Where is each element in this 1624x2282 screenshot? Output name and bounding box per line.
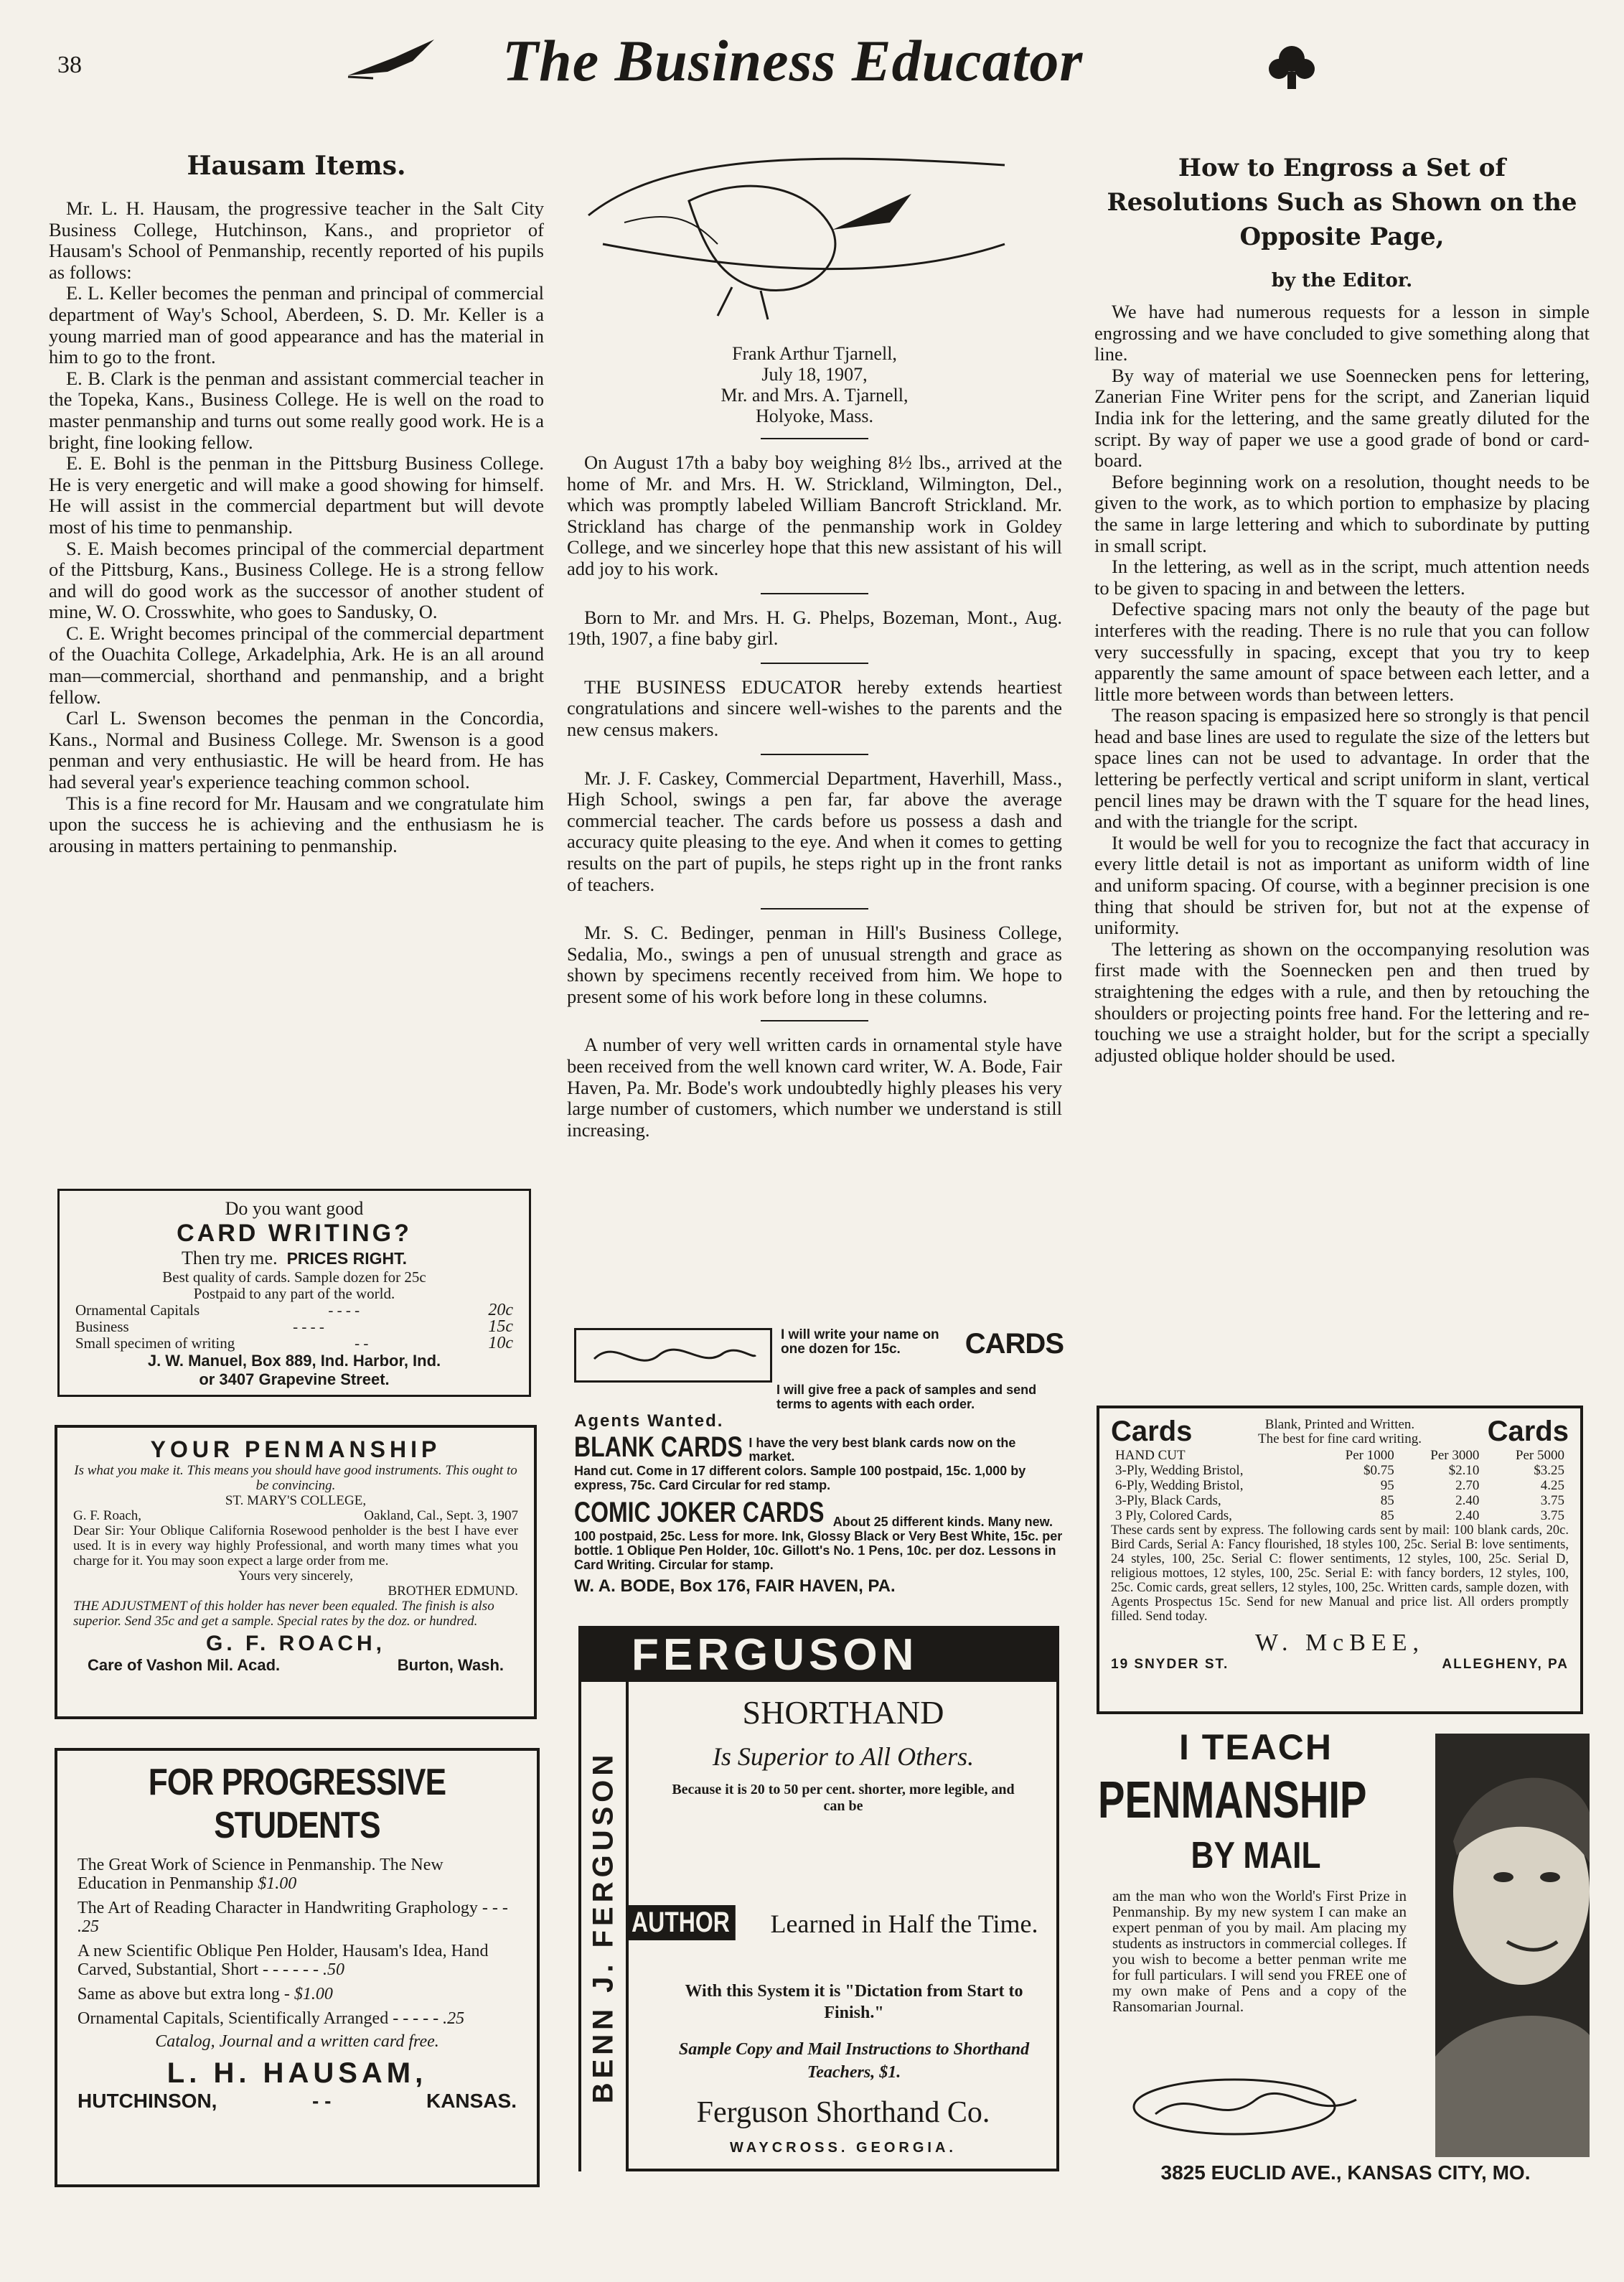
ferguson-shorthand-ad (578, 1626, 1059, 2171)
table-row: 3 Ply, Colored Cards, 85 2.40 3.75 (1115, 1508, 1564, 1523)
card-writing-ad (57, 1189, 531, 1397)
ad-line: 100 postpaid, 25c. Less for more. Ink, Glossy Black or Very Best White, 15c. per bottle. 1 Oblique Pen Holder, 10c. Gillott's No. 1 Pens, 10c. per doz. Lessons in Card Writing. Circular for stamp. (574, 1529, 1063, 1572)
ad-subtitle: Blank, Printed and Written. The best for fine card writing. (1258, 1416, 1422, 1446)
ad-name: G. F. ROACH, (205, 1632, 385, 1655)
engrossing-paragraph: The lettering as shown on the occompanying resolution was first made with the Soennecken pen and then trued by straightening the edges with a rule, and then by retouching the shoulders or projecting points free hand. For the lettering and re-touching we use a straight holder, but for the script a specially adjusted oblique holder should be used. (1094, 937, 1590, 1066)
page-number: 38 (57, 52, 82, 78)
hausam-paragraph: S. E. Maish becomes principal of the commercial department of the Pittsburg, Kans., Business College. He is a strong fellow and will do good work as the successor of another student of mine, W. O. Crosswhite, who goes to Sandusky, O. (49, 537, 544, 623)
engrossing-paragraph: Defective spacing mars not only the beauty of the page but interferes with the reading. There is no rule that you can follow very successfully in spacing, except that you try to keep apparently the same amount of space between each letter, and a little more between words than between letters. (1094, 598, 1590, 705)
ad-address: W. A. BODE, Box 176, FAIR HAVEN, PA. (574, 1576, 896, 1596)
divider (761, 908, 868, 909)
birth-line: July 18, 1907, (761, 364, 868, 385)
ad-title: FERGUSON (581, 1629, 1056, 1682)
hausam-paragraph: This is a fine record for Mr. Hausam and we congratulate him upon the success he is achieving and the enthusiasm he is arousing in matters pertaining to penmanship. (49, 792, 544, 856)
engrossing-heading: How to Engross a Set of Resolutions Such as Shown on the Opposite Page, (1107, 154, 1577, 251)
ad-line: BROTHER EDMUND. (388, 1584, 518, 1599)
hausam-paragraph: Mr. L. H. Hausam, the progressive teacher in the Salt City Business College, Hutchinson, Kans., and proprietor of Hausam's School of Penmanship, recently reported of his pupils as follows: (49, 197, 544, 283)
ad-title: PENMANSHIP (1098, 1772, 1367, 1829)
price-row: Small specimen of writing - - 10c (75, 1334, 513, 1352)
middle-paragraph: Mr. J. F. Caskey, Commercial Department, Haverhill, Mass., High School, swings a pen far, far above the average commercial teacher. The cards before us possess a dash and accuracy quite pleasing to the eye. And when it comes to getting results on the part of pupils, he steps right up in the front ranks of teachers. (567, 767, 1062, 895)
ad-address: 3825 EUCLID AVE., KANSAS CITY, MO. (1160, 2161, 1531, 2184)
birth-notice (567, 343, 1062, 426)
price-row: Ornamental Capitals - - - - 20c (75, 1301, 513, 1319)
stork-illustration (574, 144, 1019, 327)
ad-address: Burton, Wash. (397, 1656, 504, 1674)
left-column (49, 151, 544, 856)
ad-line: Dear Sir: Your Oblique California Rosewood penholder is the best I have ever used. It is in every way highly Professional, and worth many times what you charge for it. You may soon expect a large order from me. (73, 1523, 518, 1568)
right-column (1094, 151, 1590, 1066)
engrossing-paragraph: We have had numerous requests for a lesson in simple engrossing and we have concluded to give something along that line. (1094, 301, 1590, 365)
ad-line: Agents Wanted. (574, 1411, 724, 1431)
price-row: Business - - - - 15c (75, 1317, 513, 1336)
bode-cards-ad (574, 1328, 1064, 1615)
price-item: The Great Work of Science in Penmanship. The New Education in Penmanship $1.00 (78, 1856, 443, 1893)
ad-address: WAYCROSS. GEORGIA. (730, 2140, 957, 2156)
price-item: Ornamental Capitals, Scientifically Arranged - - - - - .25 (78, 2009, 465, 2028)
ad-name: Ferguson Shorthand Co. (696, 2096, 990, 2129)
ad-line: Then try me. (182, 1248, 278, 1268)
roach-penholder-ad (55, 1425, 537, 1719)
ad-title: CARD WRITING? (177, 1220, 412, 1247)
ad-title: Cards (1487, 1416, 1569, 1447)
ad-line: Hand cut. Come in 17 different colors. Sample 100 postpaid, 15c. 1,000 by express, 75c. Card Circular for red stamp. (574, 1464, 1026, 1492)
signature-flourish-icon (1127, 2071, 1414, 2143)
ad-address: - - (312, 2090, 332, 2112)
ad-line: I will write your name on one dozen for 15c. (781, 1327, 939, 1357)
birth-line: Mr. and Mrs. A. Tjarnell, (721, 385, 909, 406)
divider (761, 663, 868, 664)
masthead-title: The Business Educator (502, 28, 1084, 93)
ad-address: HUTCHINSON, (78, 2090, 217, 2112)
ad-line: am the man who won the World's First Prize in Penmanship. By my new system I can make an expert penman of you by mail. Am placing my students as instructors in commercial colleges. If you wish to become a better penman write me for full particulars. I will send you FREE one of my own make of Pens and a copy of the Ransomarian Journal. (1112, 1887, 1407, 2015)
quill-icon (344, 32, 438, 86)
ad-vertical-name: BENN J. FERGUSON (587, 1750, 619, 2103)
engrossing-paragraph: By way of material we use Soennecken pens for lettering, Zanerian Fine Writer pens for the script, and Zanerian liquid India ink for the lettering, and the same greatly diluted for the script. By way of paper we use a good grade of bond or card-board. (1094, 364, 1590, 472)
ad-title: BY MAIL (1191, 1835, 1321, 1876)
ad-line: G. F. Roach, (73, 1508, 142, 1523)
ad-title: CARDS (964, 1328, 1064, 1360)
ad-address: J. W. Manuel, Box 889, Ind. Harbor, Ind. (147, 1352, 441, 1370)
ad-line: I will give free a pack of samples and send terms to agents with each order. (776, 1383, 1037, 1411)
ad-line: Learned in Half the Time. (770, 1909, 1038, 1938)
ad-line: PRICES RIGHT. (286, 1249, 407, 1268)
ad-name: L. H. HAUSAM, (166, 2057, 428, 2089)
ad-line: Catalog, Journal and a written card free. (155, 2032, 439, 2051)
birth-line: Frank Arthur Tjarnell, (732, 343, 897, 364)
engrossing-paragraph: Before beginning work on a resolution, thought needs to be given to the work, as to which portion to emphasize by placing the same in large lettering and which to subordinate by putting in small script. (1094, 470, 1590, 556)
hausam-heading: Hausam Items. (187, 151, 406, 181)
divider (761, 754, 868, 755)
ad-line: THE ADJUSTMENT of this holder has never been equaled. The finish is also superior. Send 35c and get a sample. Special rates by the doz. or hundred. (73, 1599, 494, 1629)
price-table (1111, 1448, 1569, 1523)
middle-paragraph: A number of very well written cards in ornamental style have been received from the well known card writer, W. A. Bode, Fair Haven, Pa. Mr. Bode's work undoubtedly highly pleases his very large number of customers, which number we understand is still increasing. (567, 1034, 1062, 1141)
ad-title: BLANK CARDS (574, 1431, 743, 1463)
ad-address: ALLEGHENY, PA (1442, 1657, 1569, 1672)
ad-name: W. McBEE, (1254, 1629, 1424, 1656)
ad-address: Care of Vashon Mil. Acad. (88, 1656, 281, 1674)
engrossing-paragraph: The reason spacing is empasized here so strongly is that pencil head and base lines are used to regulate the size of the letters but space lines can not be used to advantage. In order that the lettering be perfectly vertical and script uniform in slant, vertical pencil lines may be drawn with the T square for the head lines, and with the triangle for the script. (1094, 704, 1590, 833)
ad-line: Postpaid to any part of the world. (193, 1285, 395, 1302)
ad-line: Is what you make it. This means you should have good instruments. This ought to be convincing. (74, 1463, 517, 1493)
ad-line: Sample Copy and Mail Instructions to Shorthand Teachers, $1. (678, 2040, 1030, 2082)
byline: by the Editor. (1271, 270, 1413, 291)
ad-line: These cards sent by express. The following cards sent by mail: 100 blank cards, 20c. Bird Cards, Serial A: Fancy flourished, 18 styles 100, 25c. Serial B: love sentiments, 24 styles, 100, 25c. Serial C: flower sentiments, 12 styles, 100, 25c. Serial D, religious mottoes, 12 styles, 100, 25c. Serial E: with fancy borders, 12 styles, 100, 25c. Comic cards, great sellers, 12 styles, 100, 25c. Written cards, sample dozen, with Agents Prospectus 15c. Send for new Manual and price list. All orders promptly filled. Send today. (1111, 1523, 1569, 1624)
ad-title: YOUR PENMANSHIP (150, 1436, 441, 1462)
signature-flourish-icon (574, 1328, 772, 1383)
divider (761, 1020, 868, 1021)
hausam-paragraph: E. B. Clark is the penman and assistant commercial teacher in the Topeka, Kans., Business College. He is well on the road to master penmanship and turns out some really good work. He is a bright, fine looking fellow. (49, 367, 544, 453)
table-header: HAND CUT Per 1000 Per 3000 Per 5000 (1115, 1448, 1564, 1463)
middle-paragraph: Born to Mr. and Mrs. H. G. Phelps, Bozeman, Mont., Aug. 19th, 1907, a fine baby girl. (567, 606, 1062, 650)
engrossing-paragraph: It would be well for you to recognize the fact that accuracy in every little detail is not as important as uniform width of line and uniform spacing. Of course, with a beginner precision is one thing that should be striven for, but not at the expense of uniformity. (1094, 831, 1590, 939)
table-row: 3-Ply, Black Cards, 85 2.40 3.75 (1115, 1493, 1564, 1508)
birth-line: Holyoke, Mass. (756, 406, 873, 426)
mcbee-cards-ad (1097, 1406, 1583, 1714)
middle-paragraph: Mr. S. C. Bedinger, penman in Hill's Business College, Sedalia, Mo., swings a pen of unusual strength and grace as shown by specimens recently received from him. We hope to present some of his work before long in these columns. (567, 922, 1062, 1007)
ad-line: Is Superior to All Others. (712, 1742, 975, 1771)
ad-line: SHORTHAND (742, 1694, 944, 1731)
price-item: A new Scientific Oblique Pen Holder, Hausam's Idea, Hand Carved, Substantial, Short - - - - - - .50 (78, 1942, 489, 1979)
middle-paragraph: THE BUSINESS EDUCATOR hereby extends heartiest congratulations and sincere well-wishes to the parents and the new census makers. (567, 675, 1062, 740)
middle-column (567, 438, 1062, 1141)
hausam-paragraph: E. L. Keller becomes the penman and principal of commercial department of Way's School, Aberdeen, S. D. Mr. Keller is a young married man of good appearance and has the material in him to go to the front. (49, 282, 544, 368)
table-row: 6-Ply, Wedding Bristol, 95 2.70 4.25 (1115, 1478, 1564, 1493)
table-row: 3-Ply, Wedding Bristol, $0.75 $2.10 $3.25 (1115, 1463, 1564, 1478)
divider (761, 593, 868, 594)
hausam-paragraph: Carl L. Swenson becomes the penman in the Concordia, Kans., Normal and Business College. Mr. Swenson is a good penman and very enthusiastic. He will be heard from. He has had several year's experience teaching common school. (49, 707, 544, 793)
ad-line: Because it is 20 to 50 per cent. shorter, more legible, and can be (672, 1782, 1015, 1814)
ad-label: AUTHOR (626, 1905, 736, 1940)
hausam-paragraph: E. E. Bohl is the penman in the Pittsburg Business College. He is very energetic and will make a good showing for himself. He will assist in the commercial department but will devote most of his time to penmanship. (49, 452, 544, 538)
emblem-icon (1263, 36, 1320, 97)
ad-title: FOR PROGRESSIVE STUDENTS (148, 1762, 446, 1846)
ad-title: I TEACH (1179, 1727, 1333, 1767)
ad-line: Yours very sincerely, (238, 1568, 353, 1584)
ad-title: COMIC JOKER CARDS (574, 1497, 825, 1528)
hausam-paragraph: C. E. Wright becomes principal of the commercial department of the Ouachita College, Arkadelphia, Ark. He is an all around man—commercial, shorthand and penmanship, and a bright fellow. (49, 622, 544, 708)
ad-title: Cards (1111, 1416, 1193, 1447)
ad-line: Do you want good (225, 1198, 364, 1219)
progressive-students-ad (55, 1748, 540, 2187)
ad-address: or 3407 Grapevine Street. (199, 1370, 390, 1388)
ad-address: 19 SNYDER ST. (1111, 1657, 1229, 1672)
middle-paragraph: On August 17th a baby boy weighing 8½ lbs., arrived at the home of Mr. and Mrs. H. W. Strickland, Wilmington, Del., which was promptly labeled William Bancroft Strickland. Mr. Strickland has charge of the penmanship work in Goldey College, and we sincerley hope that this new assistant of his will add joy to his work. (567, 452, 1062, 579)
ad-line: ST. MARY'S COLLEGE, (225, 1493, 367, 1508)
ad-line: Best quality of cards. Sample dozen for 25c (162, 1268, 426, 1286)
divider (761, 438, 868, 439)
engrossing-paragraph: In the lettering, as well as in the script, much attention needs to be given to spacing in and between the letters. (1094, 556, 1590, 599)
ad-line: With this System it is "Dictation from Start to Finish." (685, 1982, 1023, 2022)
ad-address: KANSAS. (426, 2090, 517, 2112)
ad-line: I have the very best blank cards now on the market. (748, 1436, 1016, 1464)
ad-line: Oakland, Cal., Sept. 3, 1907 (364, 1508, 518, 1523)
portrait-image (1435, 1734, 1590, 2157)
ad-line: About 25 different kinds. Many new. (832, 1515, 1053, 1529)
teach-penmanship-ad (1098, 1726, 1593, 2193)
price-item: Same as above but extra long - $1.00 (78, 1985, 333, 2003)
price-item: The Art of Reading Character in Handwriting Graphology - - - .25 (78, 1899, 508, 1936)
